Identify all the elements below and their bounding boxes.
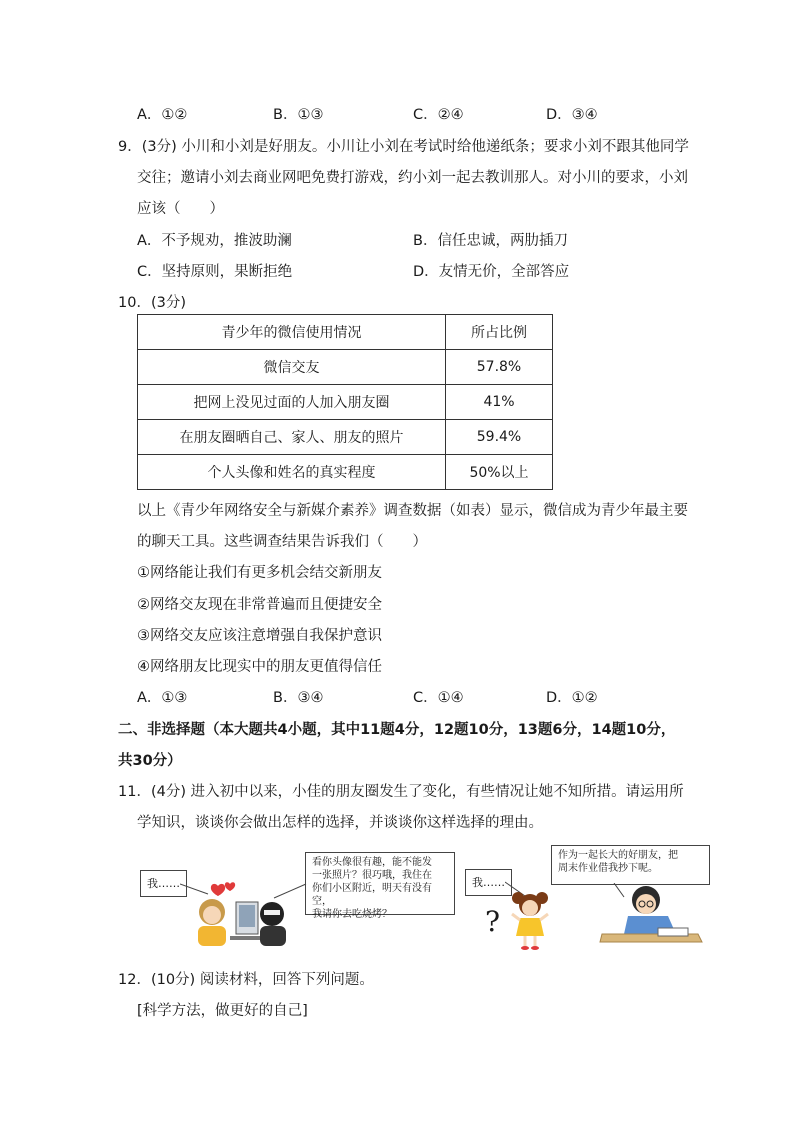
table-row [138,420,553,455]
speech-bubble-left-1: 我…… [140,870,187,897]
table-cell: 在朋友圈晒自己、家人、朋友的照片 [138,420,446,455]
q10-line-2: 的聊天工具。这些调查结果告诉我们（ ） [137,534,427,550]
q9-option-d: D．友情无价，全部答应 [413,264,570,280]
q10-header: 10．(3分) [118,295,186,311]
bubble-line: 你们小区附近，明天有没有空， [312,883,432,907]
q10-option-c: C．①④ [413,690,464,706]
table-header-row [138,315,553,350]
q9-option-a: A．不予规劝，推波助澜 [137,233,292,249]
q10-statement-4: ④网络朋友比现实中的朋友更值得信任 [137,659,382,675]
bubble-line: 作为一起长大的好朋友，把 [558,850,678,861]
speech-bubble-right-1 [305,852,455,920]
speech-bubble-left-2: 我…… [465,869,512,896]
q11-line-2: 学知识，谈谈你会做出怎样的选择，并谈谈你这样选择的理由。 [137,815,543,831]
girl-and-hacker-illustration [190,882,300,948]
table-cell: 50%以上 [446,455,553,490]
survey-table [137,314,553,490]
boy-copying-homework-illustration [598,880,706,946]
q10-statement-1: ①网络能让我们有更多机会结交新朋友 [137,565,382,581]
table-cell: 57.8% [446,350,553,385]
q11-line-1: 11．(4分) 进入初中以来，小佳的朋友圈发生了变化，有些情况让她不知所措。请运用所 [118,784,684,800]
q8-option-d: D．③④ [546,107,598,123]
bubble-line: 看你头像很有趣，能不能发 [312,857,432,868]
table-header-cell: 所占比例 [446,315,553,350]
bubble-line: 周末作业借我抄下呢。 [558,863,658,874]
q12-subtitle: [科学方法，做更好的自己] [137,1003,308,1019]
q10-option-b: B．③④ [273,690,324,706]
q8-option-b: B．①③ [273,107,324,123]
q8-option-a: A．①② [137,107,188,123]
table-cell: 把网上没见过面的人加入朋友圈 [138,385,446,420]
table-row [138,350,553,385]
q10-option-a: A．①③ [137,690,188,706]
q8-option-c: C．②④ [413,107,464,123]
table-row [138,385,553,420]
q9-line-2: 交往；邀请小刘去商业网吧免费打游戏，约小刘一起去教训那人。对小川的要求，小刘 [137,170,688,186]
q9-line-3: 应该（ ） [137,201,224,217]
table-cell: 59.4% [446,420,553,455]
q9-option-c: C．坚持原则，果断拒绝 [137,264,293,280]
table-row [138,455,553,490]
question-mark: ? [485,905,501,938]
section2-heading-line-2: 共30分） [118,753,182,769]
q9-option-b: B．信任忠诚，两肋插刀 [413,233,568,249]
q12-line: 12．(10分) 阅读材料，回答下列问题。 [118,972,374,988]
q9-line-1: 9．(3分) 小川和小刘是好朋友。小川让小刘在考试时给他递纸条；要求小刘不跟其他同学 [118,139,689,155]
section2-heading-line-1: 二、非选择题（本大题共4小题，其中11题4分，12题10分，13题6分，14题10分， [118,722,676,738]
speech-bubble-right-2 [551,845,710,885]
girl-illustration [510,888,550,950]
q10-option-d: D．①② [546,690,598,706]
bubble-line: 我请你去吃烧烤？ [312,909,392,920]
table-cell: 41% [446,385,553,420]
bubble-line: 一张照片？很巧哦，我住在 [312,870,432,881]
q10-line-1: 以上《青少年网络安全与新媒介素养》调查数据（如表）显示，微信成为青少年最主要 [137,503,688,519]
q10-statement-3: ③网络交友应该注意增强自我保护意识 [137,628,382,644]
table-cell: 个人头像和姓名的真实程度 [138,455,446,490]
table-cell: 微信交友 [138,350,446,385]
table-header-cell: 青少年的微信使用情况 [138,315,446,350]
q10-statement-2: ②网络交友现在非常普遍而且便捷安全 [137,597,382,613]
